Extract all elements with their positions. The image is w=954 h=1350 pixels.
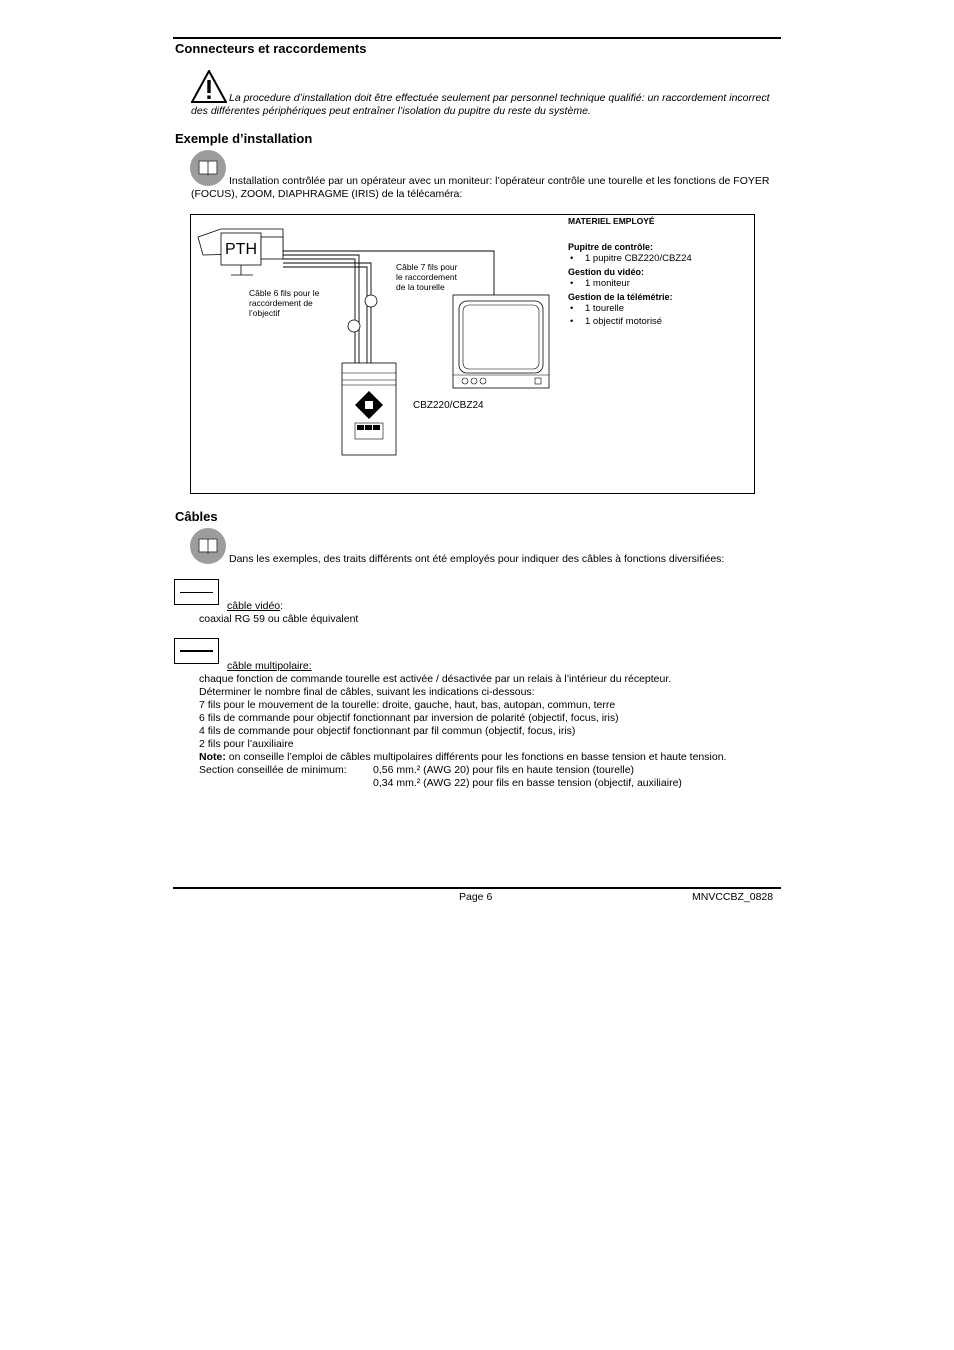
example-title: Exemple d’installation [175, 131, 313, 146]
installation-diagram [190, 214, 755, 494]
warning-text: La procedure d’installation doit être effectuée seulement par personnel technique qualifié: un raccordement incorrect des différentes périphériques peut entraîner l’isolation du pupitre du reste du système. [191, 92, 770, 117]
note-label: Note: [199, 751, 226, 763]
video-cable-label: câble vidéo [227, 600, 281, 612]
materiel-item: • 1 moniteur [568, 278, 753, 291]
pth-label: PTH [225, 241, 257, 258]
video-cable-label-row: câble vidéo: [227, 600, 284, 612]
console-device-icon [342, 363, 396, 455]
materiel-panel [568, 215, 753, 328]
multi-cable-line: 6 fils de commande pour objectif fonctionnant par inversion de polarité (objectif, focus, iris) [199, 712, 619, 724]
section-label: Section conseillée de minimum: [199, 764, 347, 776]
video-cable-swatch [174, 579, 219, 605]
multi-cable-line: 7 fils pour le mouvement de la tourelle: droite, gauche, haut, bas, autopan, commun, terre [199, 699, 616, 711]
multi-cable-line: chaque fonction de commande tourelle est activée / désactivée par un relais à l’intérieur du récepteur. [199, 673, 672, 685]
multi-cable-line: Déterminer le nombre final de câbles, suivant les indications ci-dessous: [199, 686, 535, 698]
materiel-heading: Gestion du vidéo: [568, 266, 645, 277]
example-text: Installation contrôlée par un opérateur avec un moniteur: l’opérateur contrôle une tourelle et les fonctions de FOYER (FOCUS), ZOOM, DIAPHRAGME (IRIS) de la télécaméra: [191, 175, 770, 200]
cable6-label: Câble 6 fils pour le raccordement de l’objectif [249, 288, 320, 318]
section-row [199, 777, 779, 790]
cables-title: Câbles [175, 509, 218, 524]
note-text: on conseille l’emploi de câbles multipolaires différents pour les fonctions en basse tension et haute tension. [225, 751, 727, 763]
multi-cable-note [199, 751, 779, 764]
multi-cable-label: câble multipolaire: [227, 660, 312, 672]
multi-cable-swatch [174, 638, 219, 664]
video-cable-desc: coaxial RG 59 ou câble équivalent [199, 613, 359, 625]
monitor-icon [453, 295, 549, 388]
materiel-heading: Pupitre de contrôle: [568, 241, 654, 252]
multi-cable-line: 4 fils de commande pour objectif fonctionnant par fil commun (objectif, focus, iris) [199, 725, 576, 737]
document-id: MNVCCBZ_0828 [692, 891, 774, 903]
materiel-item: • 1 objectif motorisé [568, 316, 753, 329]
cables-intro: Dans les exemples, des traits différents ont été employés pour indiquer des câbles à fonctions diversifiées: [229, 553, 725, 565]
materiel-item: • 1 tourelle [568, 303, 753, 316]
top-rule [173, 37, 781, 39]
multi-cable-line: 2 fils pour l’auxiliaire [199, 738, 294, 750]
materiel-item: • 1 pupitre CBZ220/CBZ24 [568, 253, 753, 266]
cable7-label: Câble 7 fils pour le raccordement de la tourelle [396, 262, 458, 292]
section-row [199, 764, 779, 777]
materiel-title: MATERIEL EMPLOYÉ [568, 216, 655, 226]
footer-rule [173, 887, 781, 889]
materiel-heading: Gestion de la télémétrie: [568, 291, 673, 302]
book-icon [190, 528, 226, 564]
section-low: 0,34 mm.² (AWG 22) pour fils en basse tension (objectif, auxiliaire) [373, 777, 682, 789]
section-high: 0,56 mm.² (AWG 20) pour fils en haute tension (tourelle) [373, 764, 635, 776]
console-label: CBZ220/CBZ24 [413, 400, 484, 411]
section-title: Connecteurs et raccordements [175, 41, 367, 56]
multi-cable-details [199, 673, 779, 790]
page-number: Page 6 [459, 891, 493, 903]
